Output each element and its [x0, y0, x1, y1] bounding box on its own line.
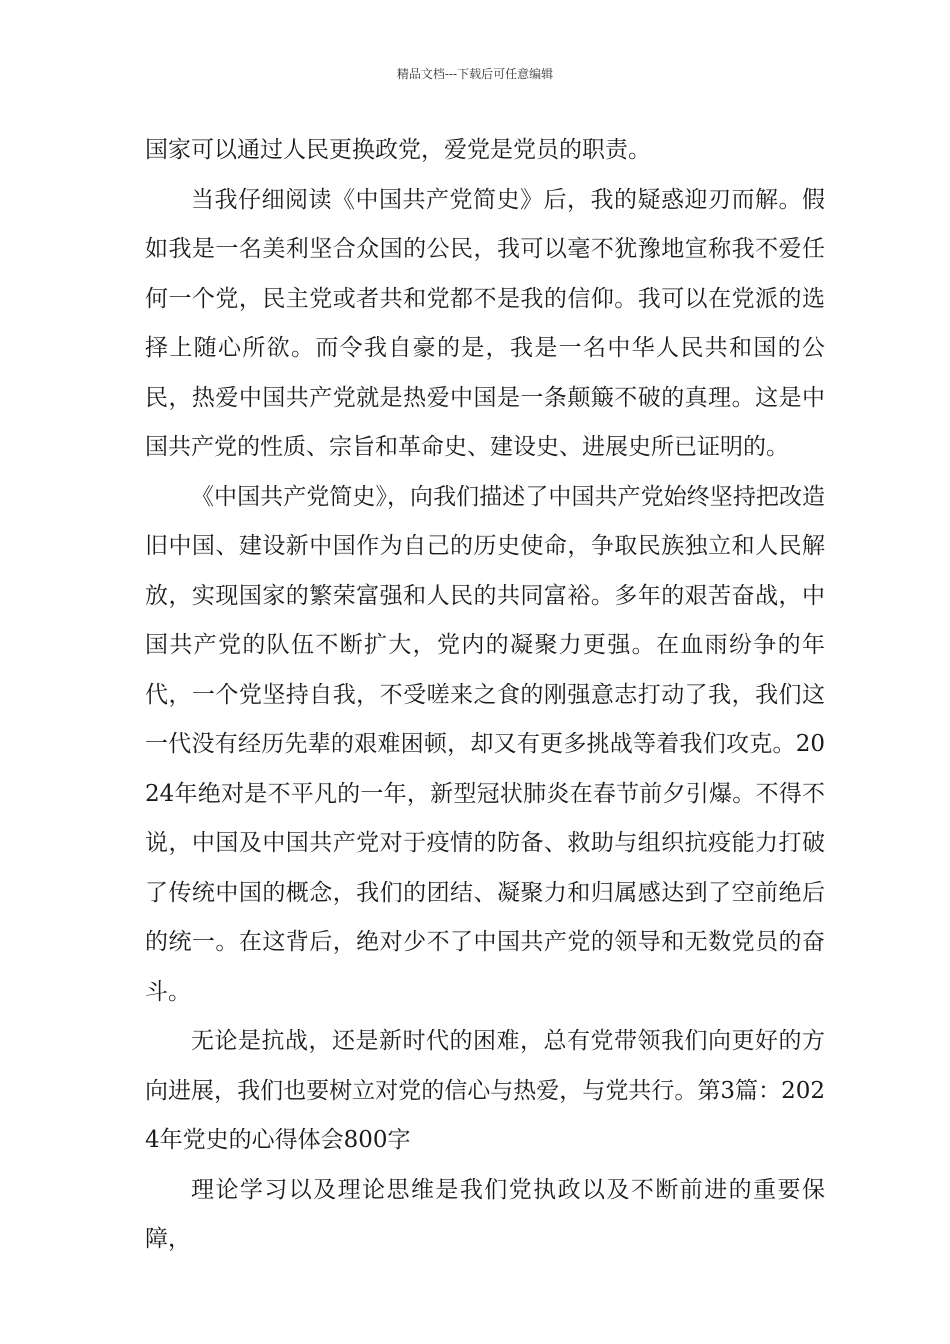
paragraph-3: 《中国共产党简史》，向我们描述了中国共产党始终坚持把改造旧中国、建设新中国作为自己的历史使命，争取民族独立和人民解放，实现国家的繁荣富强和人民的共同富裕。多年的艰苦奋战，中国共产党的队伍不断扩大，党内的凝聚力更强。在血雨纷争的年代，一个党坚持自我，不受嗟来之食的刚强意志打动了我，我们这一代没有经历先辈的艰难困顿，却又有更多挑战等着我们攻克。2024年绝对是不平凡的一年，新型冠状肺炎在春节前夕引爆。不得不说，中国及中国共产党对于疫情的防备、救助与组织抗疫能力打破了传统中国的概念，我们的团结、凝聚力和归属感达到了空前绝后的统一。在这背后，绝对少不了中国共产党的领导和无数党员的奋斗。 [145, 483, 825, 1005]
paragraph-4: 无论是抗战，还是新时代的困难，总有党带领我们向更好的方向进展，我们也要树立对党的信心与热爱，与党共行。第3篇：2024年党史的心得体会800字 [145, 1028, 825, 1153]
paragraph-1: 国家可以通过人民更换政党，爱党是党员的职责。 [145, 137, 651, 163]
paragraph-5: 理论学习以及理论思维是我们党执政以及不断前进的重要保障， [145, 1176, 825, 1252]
document-body [145, 126, 825, 1265]
paragraph-2: 当我仔细阅读《中国共产党简史》后，我的疑惑迎刃而解。假如我是一名美利坚合众国的公民，我可以毫不犹豫地宣称我不爱任何一个党，民主党或者共和党都不是我的信仰。我可以在党派的选择上随心所欲。而令我自豪的是，我是一名中华人民共和国的公民，热爱中国共产党就是热爱中国是一条颠簸不破的真理。这是中国共产党的性质、宗旨和革命史、建设史、进展史所已证明的。 [145, 186, 825, 460]
page-header: 精品文档---下载后可任意编辑 [396, 67, 554, 81]
